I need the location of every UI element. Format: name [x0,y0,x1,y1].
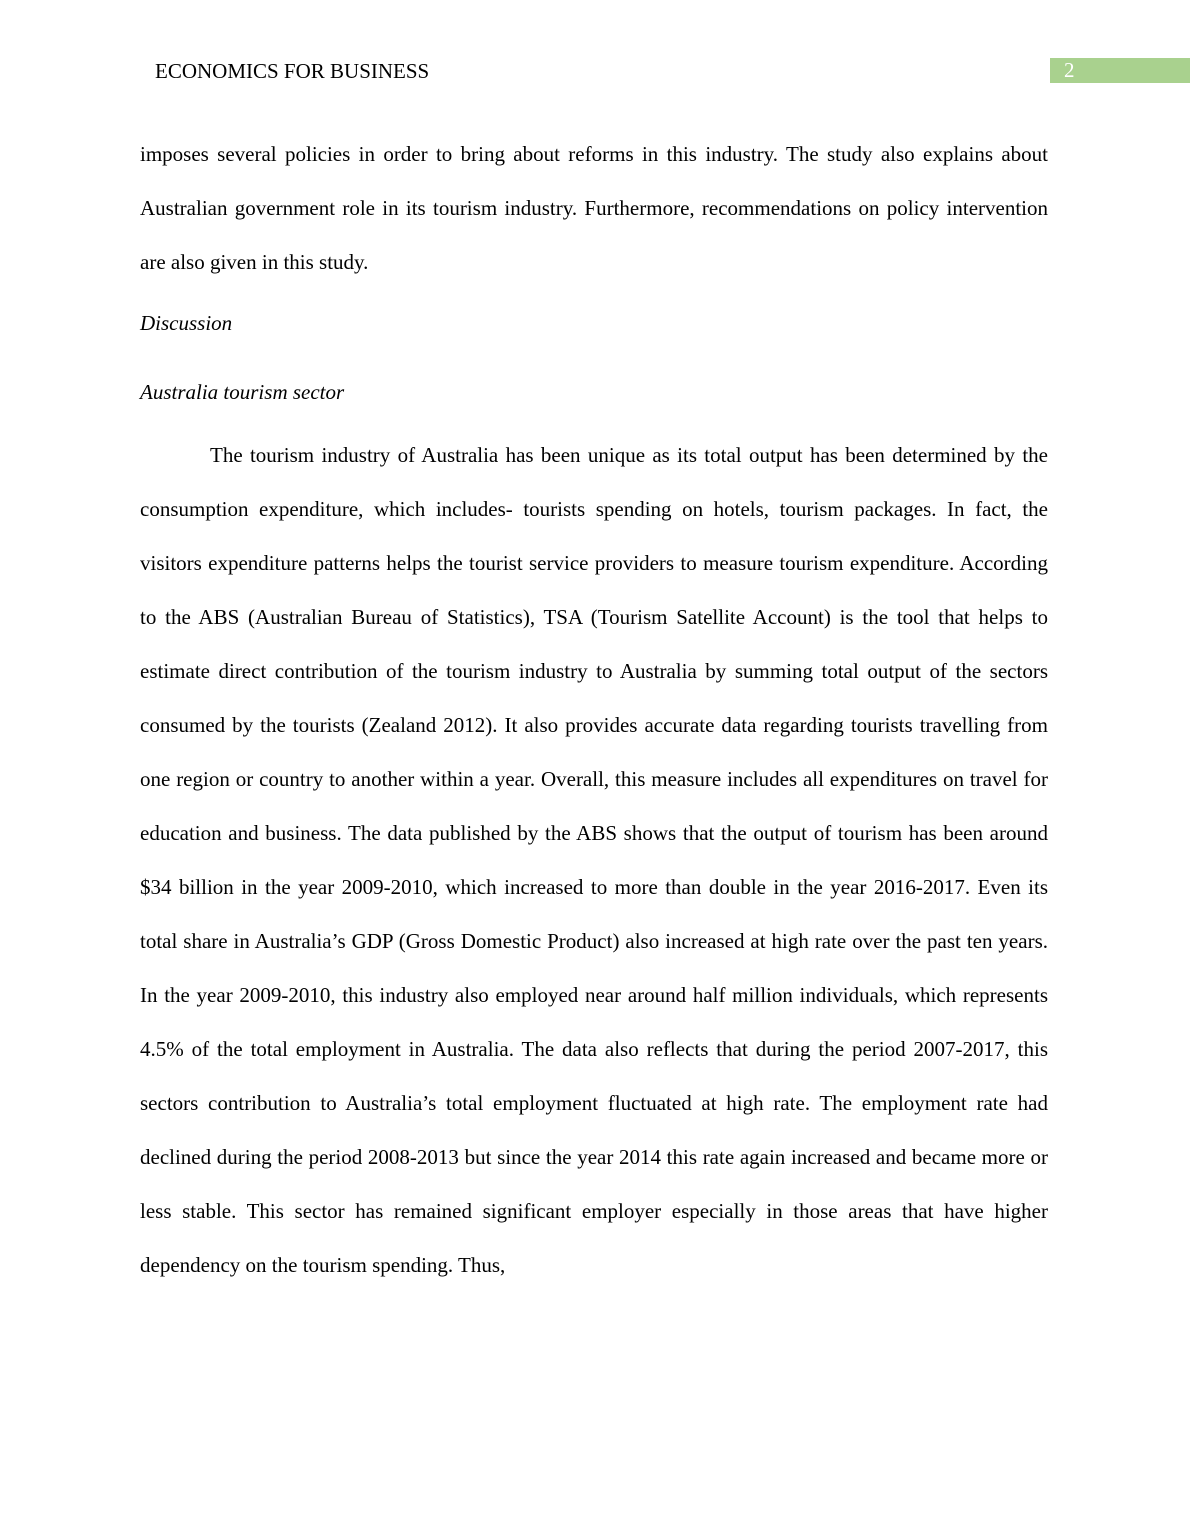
running-header-title: ECONOMICS FOR BUSINESS [155,59,430,83]
page-number: 2 [1064,58,1075,82]
intro-paragraph: imposes several policies in order to bring about reforms in this industry. The study also explains about Australian government role in its tourism industry. Furthermore, recommendations on policy intervention are also given in this study. [140,142,1048,274]
main-paragraph: The tourism industry of Australia has been unique as its total output has been determined by the consumption expenditure, which includes- tourists spending on hotels, tourism packages. In fact, the visitors expenditure patterns helps the tourist service providers to measure tourism expenditure. According to the ABS (Australian Bureau of Statistics), TSA (Tourism Satellite Account) is the tool that helps to estimate direct contribution of the tourism industry to Australia by summing total output of the sectors consumed by the tourists (Zealand 2012). It also provides accurate data regarding tourists travelling from one region or country to another within a year. Overall, this measure includes all expenditures on travel for education and business. The data published by the ABS shows that the output of tourism has been around $34 billion in the year 2009-2010, which increased to more than double in the year 2016-2017. Even its total share in Australia’s GDP (Gross Domestic Product) also increased at high rate over the past ten years. In the year 2009-2010, this industry also employed near around half million individuals, which represents 4.5% of the total employment in Australia. The data also reflects that during the period 2007-2017, this sectors contribution to Australia’s total employment fluctuated at high rate. The employment rate had declined during the period 2008-2013 but since the year 2014 this rate again increased and became more or less stable. This sector has remained significant employer especially in those areas that have higher dependency on the tourism spending. Thus, [140,443,1048,1277]
page-number-badge [1050,58,1190,83]
document-body [140,127,1048,1292]
subsection-heading-tourism-sector: Australia tourism sector [140,380,345,404]
section-heading-discussion: Discussion [140,311,233,335]
